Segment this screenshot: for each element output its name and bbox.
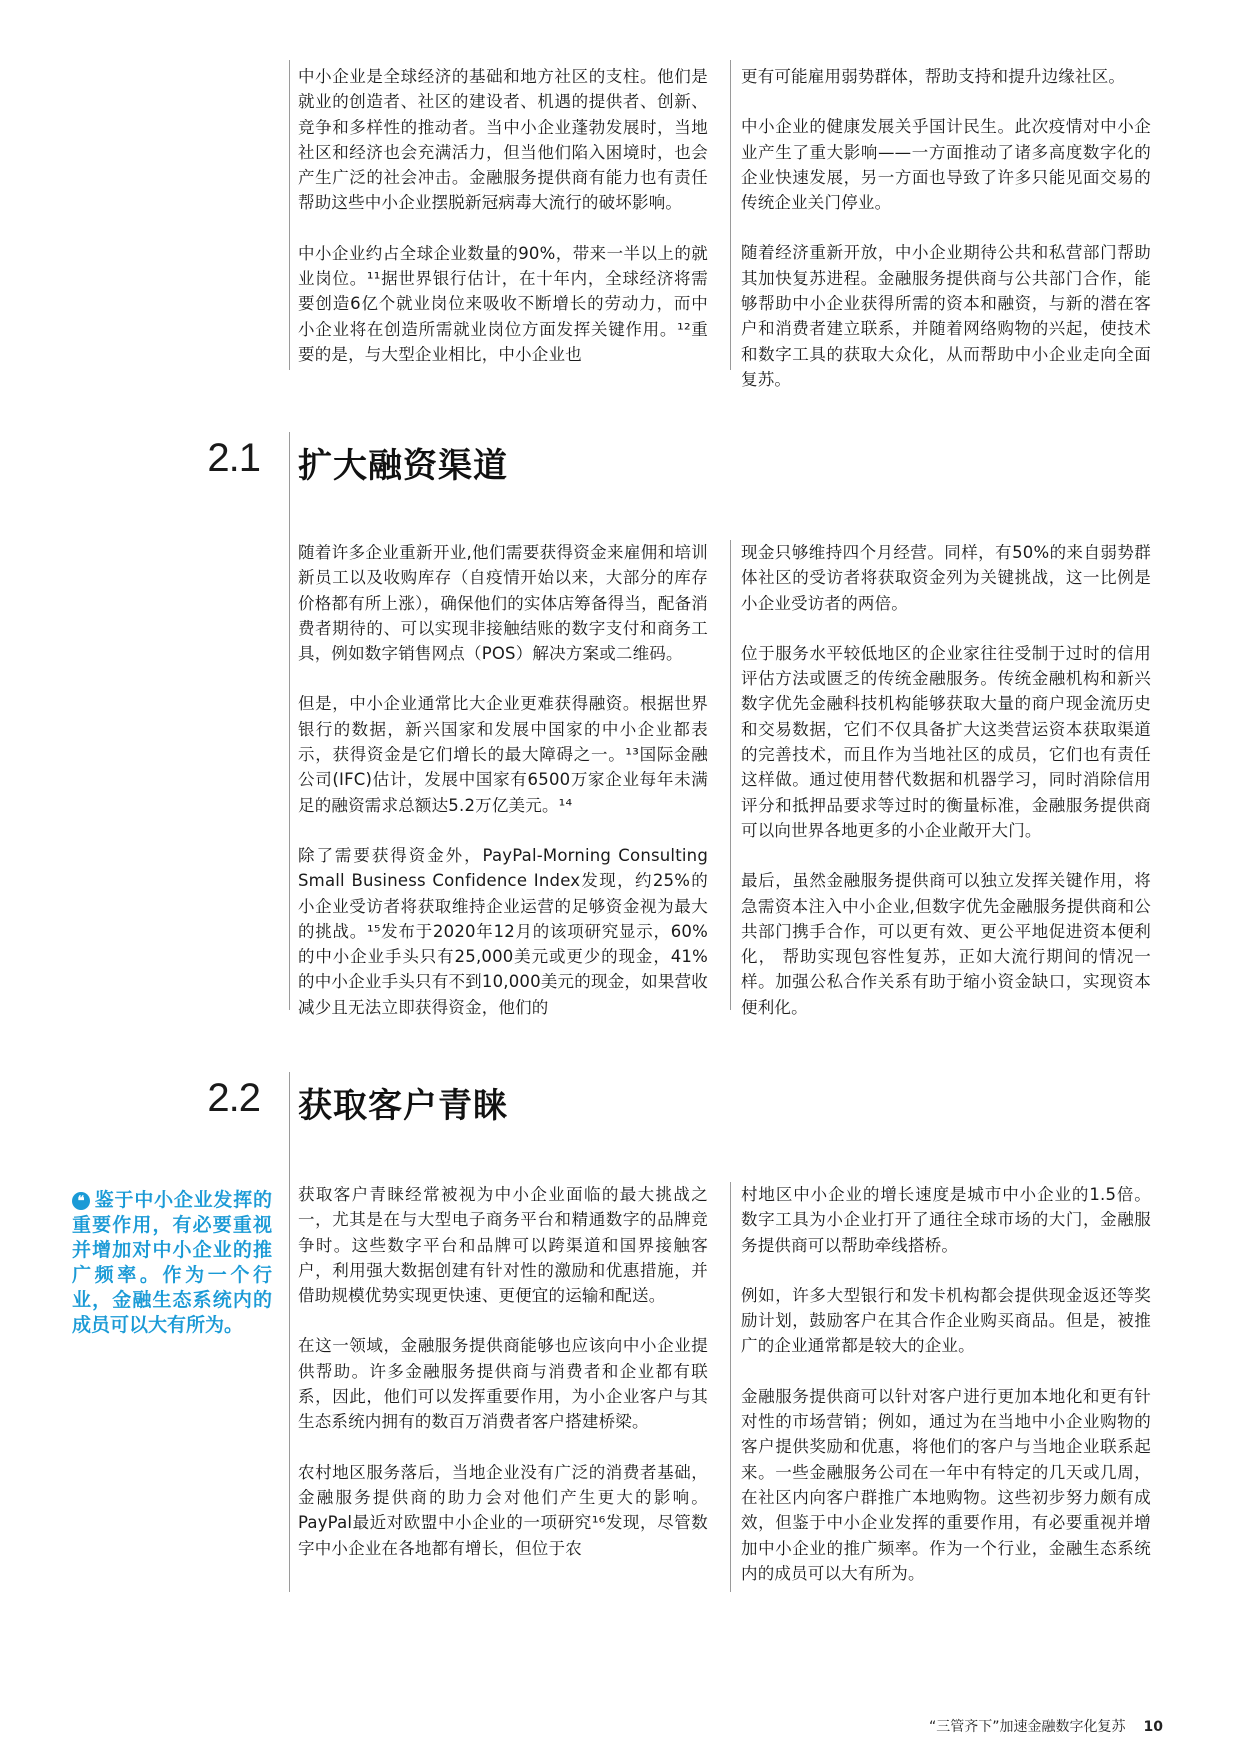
section1-column-right [741,540,1151,1045]
section-number: 2.1 [207,436,260,480]
paragraph: 村地区中小企业的增长速度是城市中小企业的1.5倍。数字工具为小企业打开了通往全球市场的大门，金融服务提供商可以帮助牵线搭桥。 [741,1185,1151,1255]
section-heading-divider [289,432,290,552]
paragraph: 金融服务提供商可以针对客户进行更加本地化和更有针对性的市场营销；例如，通过为在当地中小企业购物的客户提供奖励和优惠，将他们的客户与当地企业联系起来。一些金融服务公司在一年中有特定的几天或几周，在社区内向客户群推广本地购物。这些初步努力颇有成效，但鉴于中小企业发挥的重要作用，有必要重视并增加中小企业的推广频率。作为一个行业，金融生态系统内的成员可以大有所为。 [741,1386,1151,1583]
section2-divider-left [289,1182,290,1592]
intro-divider-left [289,60,290,370]
section1-divider-left [289,540,290,1010]
paragraph: 获取客户青睐经常被视为中小企业面临的最大挑战之一，尤其是在与大型电子商务平台和精通数字的品牌竞争时。这些数字平台和品牌可以跨渠道和国界接触客户，利用强大数据创建有针对性的激励和优惠措施，并借助规模优势实现更快速、更便宜的运输和配送。 [298,1185,708,1306]
section-title: 扩大融资渠道 [298,446,508,486]
section-number: 2.2 [207,1076,260,1120]
paragraph: 中小企业约占全球企业数量的90%，带来一半以上的就业岗位。¹¹据世界银行估计，在十年内，全球经济将需要创造6亿个就业岗位来吸收不断增长的劳动力，而中小企业将在创造所需就业岗位方面发挥关键作用。¹²重要的是，与大型企业相比，中小企业也 [298,243,708,364]
section1-column-left [298,540,708,1045]
intro-column-right [741,64,1151,417]
paragraph: 在这一领域，金融服务提供商能够也应该向中小企业提供帮助。许多金融服务提供商与消费者和企业都有联系，因此，他们可以发挥重要作用，为小企业客户与其生态系统内拥有的数百万消费者客户搭建桥梁。 [298,1336,708,1432]
intro-column-left [298,64,708,392]
section2-column-left [298,1182,708,1586]
paragraph: 更有可能雇用弱势群体，帮助支持和提升边缘社区。 [741,67,1126,86]
section2-column-right [741,1182,1151,1611]
paragraph: 中小企业是全球经济的基础和地方社区的支柱。他们是就业的创造者、社区的建设者、机遇的提供者、创新、竞争和多样性的推动者。当中小企业蓬勃发展时，当地社区和经济也会充满活力，但当他们陷入困境时，也会产生广泛的社会冲击。金融服务提供商有能力也有责任帮助这些中小企业摆脱新冠病毒大流行的破坏影响。 [298,67,708,213]
paragraph: 除了需要获得资金外，PayPal-Morning Consulting Small Business Confidence Index发现，约25%的小企业受访者将获取维持企业运营的足够资金视为最大的挑战。¹⁵发布于2020年12月的该项研究显示，60%的中小企业手头只有25,000美元或更少的现金，41%的中小企业手头只有不到10,000美元的现金，如果营收减少且无法立即获得资金，他们的 [298,845,708,1017]
paragraph: 但是，中小企业通常比大企业更难获得融资。根据世界银行的数据，新兴国家和发展中国家的中小企业都表示，获得资金是它们增长的最大障碍之一。¹³国际金融公司(IFC)估计，发展中国家有6500万家企业每年未满足的融资需求总额达5.2万亿美元。¹⁴ [298,694,708,815]
page-number: 10 [1143,1719,1163,1735]
paragraph: 农村地区服务落后，当地企业没有广泛的消费者基础，金融服务提供商的助力会对他们产生更大的影响。PayPal最近对欧盟中小企业的一项研究¹⁶发现，尽管数字中小企业在各地都有增长，但位于农 [298,1462,708,1558]
footer-title: “三管齐下”加速金融数字化复苏 [929,1719,1126,1735]
paragraph: 位于服务水平较低地区的企业家往往受制于过时的信用评估方法或匮乏的传统金融服务。传统金融机构和新兴数字优先金融科技机构能够获取大量的商户现金流历史和交易数据，它们不仅具备扩大这类营运资本获取渠道的完善技术，而且作为当地社区的成员，它们也有责任这样做。通过使用替代数据和机器学习，同时消除信用评分和抵押品要求等过时的衡量标准，金融服务提供商可以向世界各地更多的小企业敞开大门。 [741,643,1151,840]
pull-quote-text: 鉴于中小企业发挥的重要作用，有必要重视并增加对中小企业的推广频率。作为一个行业，金融生态系统内的 成员可以大有所为。 [72,1189,272,1336]
section-heading-divider [289,1072,290,1182]
quote-icon: ❝ [72,1192,90,1210]
section-title: 获取客户青睐 [298,1086,508,1126]
pull-quote [72,1188,272,1338]
intro-divider-right [730,60,731,370]
paragraph: 最后，虽然金融服务提供商可以独立发挥关键作用，将急需资本注入中小企业,但数字优先金融服务提供商和公共部门携手合作，可以更有效、更公平地促进资本便利化， 帮助实现包容性复苏，正如大流行期间的情况一样。加强公私合作关系有助于缩小资金缺口，实现资本便利化。 [741,871,1151,1017]
paragraph: 中小企业的健康发展关乎国计民生。此次疫情对中小企业产生了重大影响——一方面推动了诸多高度数字化的企业快速发展，另一方面也导致了许多只能见面交易的传统企业关门停业。 [741,117,1151,213]
page-footer [929,1716,1163,1736]
paragraph: 例如，许多大型银行和发卡机构都会提供现金返还等奖励计划，鼓励客户在其合作企业购买商品。但是，被推广的企业通常都是较大的企业。 [741,1285,1151,1356]
paragraph: 随着经济重新开放，中小企业期待公共和私营部门帮助其加快复苏进程。金融服务提供商与公共部门合作，能够帮助中小企业获得所需的资本和融资，与新的潜在客户和消费者建立联系，并随着网络购物的兴起，使技术和数字工具的获取大众化，从而帮助中小企业走向全面复苏。 [741,243,1151,389]
paragraph: 随着许多企业重新开业,他们需要获得资金来雇佣和培训新员工以及收购库存（自疫情开始以来，大部分的库存价格都有所上涨），确保他们的实体店筹备得当，配备消费者期待的、可以实现非接触结账的数字支付和商务工具，例如数字销售网点（POS）解决方案或二维码。 [298,543,708,664]
section2-divider-right [730,1182,731,1592]
section1-divider-right [730,540,731,1010]
paragraph: 现金只够维持四个月经营。同样，有50%的来自弱势群体社区的受访者将获取资金列为关键挑战，这一比例是小企业受访者的两倍。 [741,543,1151,613]
